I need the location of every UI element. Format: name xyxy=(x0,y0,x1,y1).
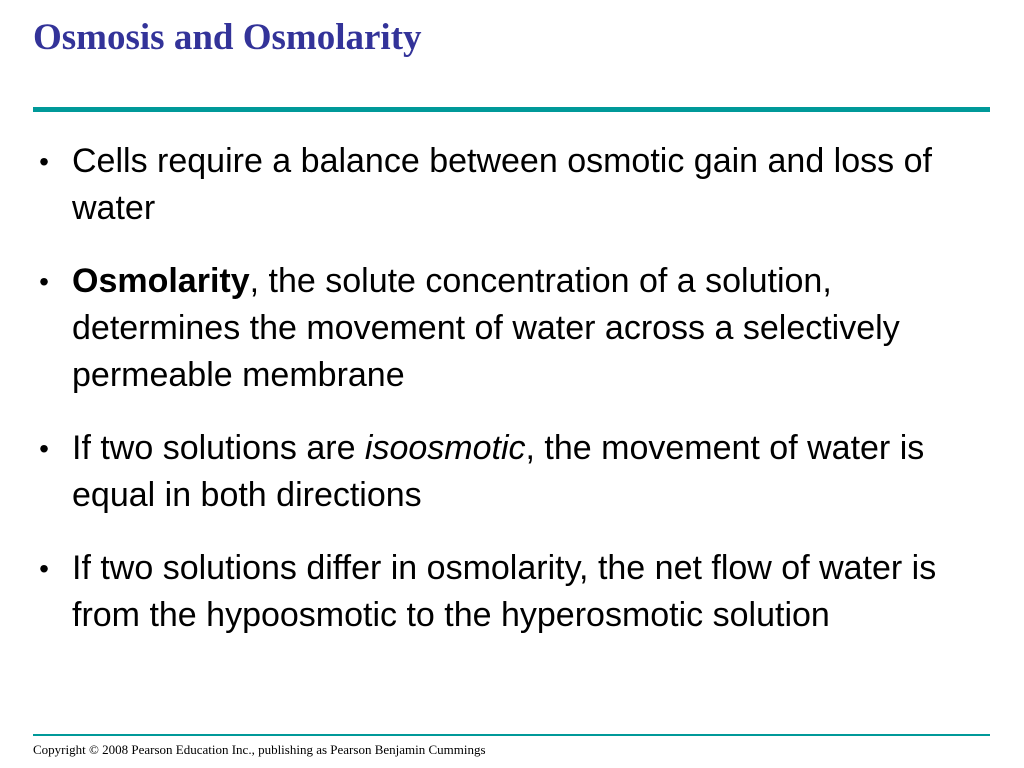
bullet-list xyxy=(30,138,980,665)
bullet-text: , the solute concentration of a solution, determines the movement of water across a selectively permeable membrane xyxy=(72,262,900,394)
isoosmotic-term: isoosmotic xyxy=(364,429,526,467)
slide-title: Osmosis and Osmolarity xyxy=(33,17,422,58)
bullet-text-before: If two solutions are xyxy=(72,429,365,467)
bullet-text-after: , the movement of water is equal in both directions xyxy=(72,429,925,514)
bullet-text: Cells require a balance between osmotic gain and loss of water xyxy=(72,142,932,227)
copyright-footer: Copyright © 2008 Pearson Education Inc., publishing as Pearson Benjamin Cummings xyxy=(33,742,486,757)
bullet-icon: • xyxy=(39,266,49,297)
bullet-item-osmolarity xyxy=(30,258,980,399)
bullet-icon: • xyxy=(39,553,49,584)
osmolarity-term: Osmolarity xyxy=(72,262,250,300)
bullet-item-cell-balance xyxy=(30,138,980,232)
bullet-icon: • xyxy=(39,146,49,177)
bullet-item-net-flow xyxy=(30,545,980,639)
footer-divider xyxy=(33,734,990,736)
bullet-icon: • xyxy=(39,433,49,464)
bullet-item-isoosmotic xyxy=(30,425,980,519)
title-divider xyxy=(33,107,990,112)
bullet-text: If two solutions differ in osmolarity, the net flow of water is from the hypoosmotic to the hyperosmotic solution xyxy=(72,549,937,634)
